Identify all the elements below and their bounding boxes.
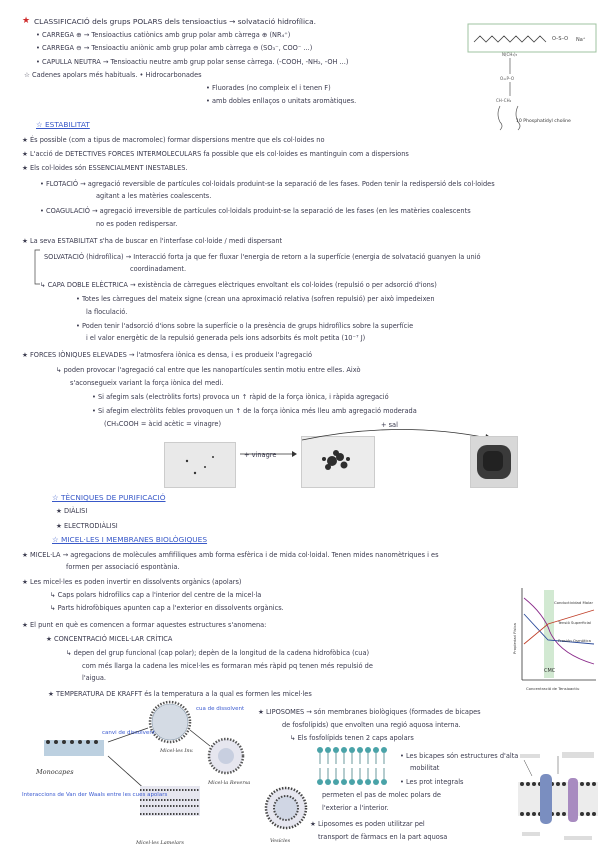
long-arrow-icon (298, 420, 498, 444)
red-star-icon: ★ (22, 16, 31, 26)
surfactant-structure-image (468, 24, 596, 52)
text-line: ★ TEMPERATURA DE KRAFFT és la temperatura a la qual es formen les micel·les (48, 690, 312, 698)
graph-ylabel: Propiedad Física (512, 623, 517, 654)
text-line: ★ ELECTRODIÀLISI (56, 522, 118, 530)
text-line: ↳ poden provocar l'agregació cal entre que les nanopartícules sentin motiu entre elles. Això (56, 366, 361, 374)
graph-line3-label: Presión Osmótica (558, 638, 591, 643)
text-line: • Poden tenir l'adsorció d'ions sobre la superfície o la presència de grups hidrofílics sobre la superfície (76, 322, 414, 330)
monocapes-label: Monocapes (36, 768, 74, 776)
text-line: ↳ CAPA DOBLE ELÈCTRICA → existència de càrregues elèctriques envoltant els col·loides (repulsió o per adsorció d'ions) (40, 281, 437, 289)
text-line: mobilitat (410, 764, 440, 772)
arrow-label-sal: + sal (381, 421, 398, 429)
svg-text:O=P–O: O=P–O (500, 76, 515, 81)
micelle-diagram (20, 700, 260, 848)
svg-text:N(CH₃)₃: N(CH₃)₃ (502, 52, 518, 57)
text-line: com més llarga la cadena les micel·les es formaran més ràpid pq tenen més repulsió de (82, 662, 373, 670)
text-line: ↳ Caps polars hidrofílics cap a l'interior del centre de la micel·la (50, 591, 262, 599)
text-line: • Si afegim sals (electròlits forts) provoca un ↑ ràpid de la força iònica, i ràpida agregació (92, 393, 389, 401)
micela-label: Micel·les Inv. (160, 748, 194, 754)
heading-tecniques: ☆ TÈCNIQUES DE PURIFICACIÓ (52, 493, 166, 502)
text-line: ★ LIPOSOMES → són membranes biològiques (formades de bicapes (258, 708, 481, 716)
text-line: coordinadament. (130, 265, 187, 273)
canvi-dissolvent-label: canvi de dissolvent (102, 730, 155, 736)
text-line: ★ Liposomes es poden utilitzar pel (310, 820, 425, 828)
svg-text:O–S–O: O–S–O (552, 36, 569, 42)
text-line: • CARREGA ⊖ → Tensioactiu aniònic amb grup polar amb càrrega ⊖ (SO₃⁻, COO⁻ ...) (36, 44, 313, 52)
text-line: la floculació. (86, 308, 128, 316)
text-line: • amb dobles enllaços o unitats aromàtiques. (206, 97, 357, 105)
text-line: ★ És possible (com a tipus de macromolec) formar dispersions mentre que els col·loides no (22, 136, 325, 144)
text-line: • COAGULACIÓ → agregació irreversible de partícules col·loidals produint-se la separació de les fases (en les matèries coalescents (40, 207, 471, 215)
graph-line1-label: Conductividad Molar (554, 600, 594, 605)
text-line: • Les bicapes són estructures d'alta (400, 752, 519, 760)
text-line: ★ DIÀLISI (56, 507, 88, 515)
interaccions-label: Interaccions de Van der Waals entre les cues apolars (22, 792, 168, 798)
heading-miceles: ☆ MICEL·LES I MEMBRANES BIOLÒGIQUES (52, 535, 208, 544)
text-line: ★ MICEL·LA → agregacions de molècules amfifíliques amb forma esfèrica i de mida col·loidal. Tenen mides nanomètriques i es (22, 551, 439, 559)
text-line: ★ El punt en què es comencen a formar aquestes estructures s'anomena: (22, 621, 267, 629)
surfactant-label: Na⁺ (576, 37, 586, 43)
text-line: (CH₃COOH = àcid acètic = vinagre) (104, 420, 222, 428)
phosphatidyl-caption: 10 Phosphatidyl choline (516, 119, 571, 124)
membrane-protein-image (518, 752, 598, 846)
text-line: i el valor energètic de la repulsió generada pels ions adsorbits és molt petita (10⁻⁷ J) (86, 334, 366, 342)
text-line: formen per associació espontània. (66, 563, 180, 571)
text-line: • Les prot integrals (400, 778, 464, 786)
text-line: ↳ depen del grup funcional (cap polar); depèn de la longitud de la cadena hidrofòbica (cua) (66, 649, 370, 657)
bilayer-image (314, 744, 394, 788)
text-line: ↳ Parts hidrofòbiques apunten cap a l'exterior en dissolvents orgànics. (50, 604, 284, 612)
text-line: SOLVATACIÓ (hidrofílica) → Interacció forta ja que fer fluxar l'energia de retorn a la superfície (energia de solvatació guanyen la unió (44, 253, 481, 261)
cua-dissolvent-label: cua de dissolvent (196, 706, 245, 712)
text-line: de fosfolípids) que envolten una regió aquosa interna. (282, 721, 461, 729)
arrow-label-vinagre: + vinagre (244, 451, 277, 459)
text-line: s'aconsegueix variant la força iònica del medi. (70, 379, 224, 387)
text-line: agitant a les matèries coalescents. (96, 192, 212, 200)
phosphatidyl-choline-image (486, 50, 598, 130)
text-line: ★ La seva ESTABILITAT s'ha de buscar en l'interfase col·loide / medi dispersant (22, 237, 283, 245)
text-line: ★ CONCENTRACIÓ MICEL·LAR CRÍTICA (46, 635, 173, 643)
text-line: ★ L'acció de DETECTIVES FORCES INTERMOLECULARS fa possible que els col·loides es mantinguin com a dispersions (22, 150, 409, 158)
cmc-graph (510, 584, 598, 694)
graph-line2-label: Tensió Superficial (558, 620, 592, 625)
text-line: • CARREGA ⊕ → Tensioactius catiònics amb grup polar amb càrrega ⊕ (NR₄⁺) (36, 31, 291, 39)
vesicle-diagram (262, 784, 310, 844)
graph-xlabel: Concentració de Tensioactiu (526, 686, 580, 691)
text-line: ★ Les micel·les es poden invertir en dissolvents orgànics (apolars) (22, 578, 242, 586)
text-line: ★ FORCES IÒNIQUES ELEVADES → l'atmosfera iònica es densa, i es produeix l'agregació (22, 351, 312, 359)
text-line: ★ Els col·loides són ESSENCIALMENT INESTABLES. (22, 164, 188, 172)
microscope-image-3 (470, 436, 518, 488)
microscope-image-1 (164, 442, 236, 488)
graph-cmc-label: CMC (544, 668, 556, 674)
micelles-lamelars-label: Micel·les Lamelars (136, 840, 184, 846)
text-line: • Totes les càrregues del mateix signe (crean una aproximació relativa (sofren repulsió) per això impedeixen (76, 295, 435, 303)
text-line: permeten el pas de molec polars de (322, 791, 441, 799)
bracket-line (32, 248, 42, 288)
micela-reversa-label: Micel·la Reversa (208, 780, 251, 786)
heading-classificacio: CLASSIFICACIÓ dels grups POLARS dels tensioactius → solvatació hidrofílica. (34, 17, 316, 26)
text-line: ↳ Els fosfolípids tenen 2 caps apolars (290, 734, 414, 742)
text-line: no es poden redispersar. (96, 220, 178, 228)
text-line: l'aigua. (82, 674, 107, 682)
text-line: transport de fàrmacs en la part aquosa (318, 833, 448, 841)
text-line: • Si afegim electròlits febles provoquen un ↑ de la força iònica més lleu amb agregació moderada (92, 407, 417, 415)
text-line: l'exterior a l'interior. (322, 804, 389, 812)
svg-text:CH–CH₂: CH–CH₂ (496, 98, 512, 103)
text-line: • CAPULLA NEUTRA → Tensioactiu neutre amb grup polar sense càrrega. (-COOH, -NH₂, -OH ...) (36, 58, 349, 66)
text-line: • FLOTACIÓ → agregació reversible de partícules col·loidals produint-se la separació de les fases. Poden tenir la redispersió dels col·loides (40, 180, 495, 188)
text-line: • Fluorades (no compleix el i tenen F) (206, 84, 331, 92)
heading-estabilitat: ☆ ESTABILITAT (36, 120, 90, 129)
text-line: ☆ Cadenes apolars més habituals. • Hidrocarbonades (24, 71, 202, 79)
vesicles-label: Vesícles (270, 838, 291, 844)
